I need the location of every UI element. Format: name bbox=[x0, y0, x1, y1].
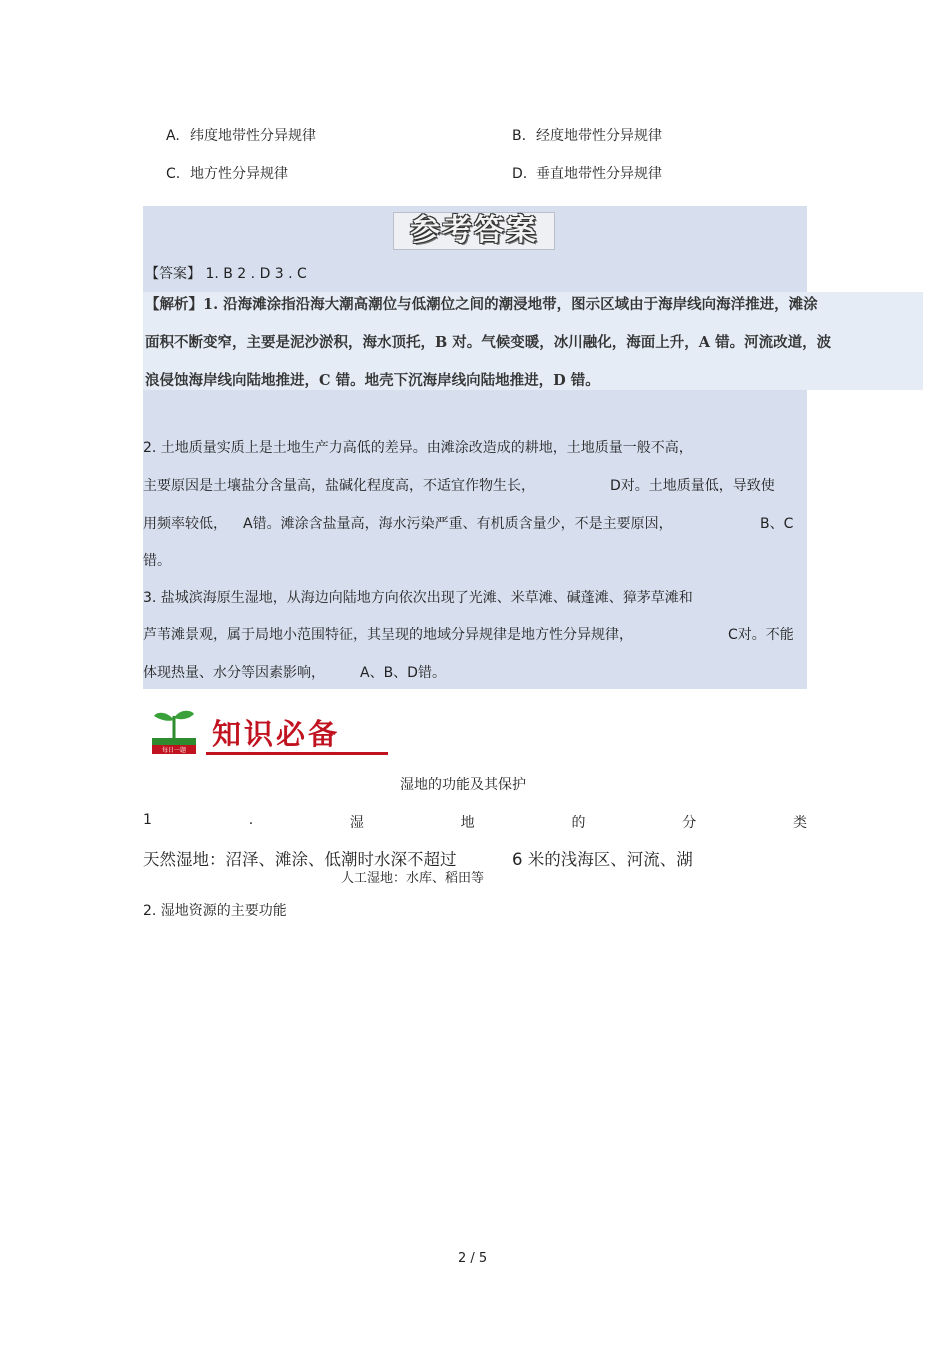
natural-wetland-line-tail: 6 米的浅海区、河流、湖 bbox=[512, 850, 693, 869]
natural-wetland-line: 天然湿地：沼泽、滩涂、低潮时水深不超过 bbox=[143, 850, 457, 869]
q2-line-2b: D对。土地质量低，导致使 bbox=[610, 478, 775, 494]
heading-part: . bbox=[248, 812, 254, 828]
heading-part: 类 bbox=[792, 815, 807, 831]
q2-line-2a: 主要原因是土壤盐分含量高，盐碱化程度高，不适宜作物生长， bbox=[143, 478, 535, 494]
heading-wetland-functions: 2. 湿地资源的主要功能 bbox=[143, 903, 287, 919]
q3-line-1: 3. 盐城滨海原生湿地，从海边向陆地方向依次出现了光滩、米草滩、碱蓬滩、獐茅草滩和 bbox=[143, 590, 693, 606]
option-b-text: 经度地带性分异规律 bbox=[536, 128, 662, 144]
q2-line-3a: 用频率较低， bbox=[143, 516, 227, 532]
heading-part: 1 bbox=[143, 812, 152, 828]
q3-line-3b: A、B、D错。 bbox=[360, 665, 446, 681]
knowledge-underline bbox=[206, 752, 388, 755]
option-c-key: C. bbox=[166, 166, 181, 182]
analysis-line-3: 浪侵蚀海岸线向陆地推进，C 错。地壳下沉海岸线向陆地推进，D 错。 bbox=[145, 372, 600, 389]
artificial-wetland-line: 人工湿地：水库、稻田等 bbox=[341, 871, 485, 886]
reference-answer-title: 参考答案 bbox=[393, 212, 555, 250]
q2-line-3b: A错。滩涂含盐量高，海水污染严重、有机质含量少，不是主要原因， bbox=[243, 516, 673, 532]
q3-line-3a: 体现热量、水分等因素影响， bbox=[143, 665, 325, 681]
option-a bbox=[166, 125, 316, 145]
answer-line: 【答案】 1. B 2 . D 3 . C bbox=[145, 266, 307, 282]
option-b-key: B. bbox=[512, 128, 527, 144]
section-subtitle: 湿地的功能及其保护 bbox=[400, 777, 526, 793]
option-c-text: 地方性分异规律 bbox=[190, 166, 288, 182]
heading-part: 湿 bbox=[349, 815, 364, 831]
heading-wetland-classification bbox=[143, 812, 807, 832]
option-c bbox=[166, 163, 288, 183]
knowledge-title: 知识必备 bbox=[212, 717, 341, 751]
q2-line-3c: B、C bbox=[760, 516, 794, 532]
option-d bbox=[512, 163, 662, 183]
option-b bbox=[512, 125, 662, 145]
sprout-books-icon bbox=[148, 704, 200, 756]
option-d-text: 垂直地带性分异规律 bbox=[536, 166, 662, 182]
option-a-key: A. bbox=[166, 128, 180, 144]
q2-line-4: 错。 bbox=[143, 553, 171, 569]
logo-text: 每日一题 bbox=[161, 747, 187, 754]
q3-line-2b: C对。不能 bbox=[728, 627, 794, 643]
heading-part: 地 bbox=[460, 815, 475, 831]
q2-line-1: 2. 土地质量实质上是土地生产力高低的差异。由滩涂改造成的耕地，土地质量一般不高， bbox=[143, 440, 693, 456]
heading-part: 的 bbox=[571, 815, 586, 831]
analysis-line-1: 【解析】1. 沿海滩涂指沿海大潮高潮位与低潮位之间的潮浸地带，图示区域由于海岸线向海洋推进，滩涂 bbox=[145, 296, 818, 313]
analysis-line-2: 面积不断变窄，主要是泥沙淤积，海水顶托，B 对。气候变暖，冰川融化，海面上升，A 错。河流改道，波 bbox=[145, 334, 832, 351]
option-a-text: 纬度地带性分异规律 bbox=[190, 128, 316, 144]
page-number: 2 / 5 bbox=[458, 1251, 488, 1266]
q3-line-2a: 芦苇滩景观，属于局地小范围特征，其呈现的地域分异规律是地方性分异规律， bbox=[143, 627, 633, 643]
option-d-key: D. bbox=[512, 166, 528, 182]
heading-part: 分 bbox=[682, 815, 697, 831]
